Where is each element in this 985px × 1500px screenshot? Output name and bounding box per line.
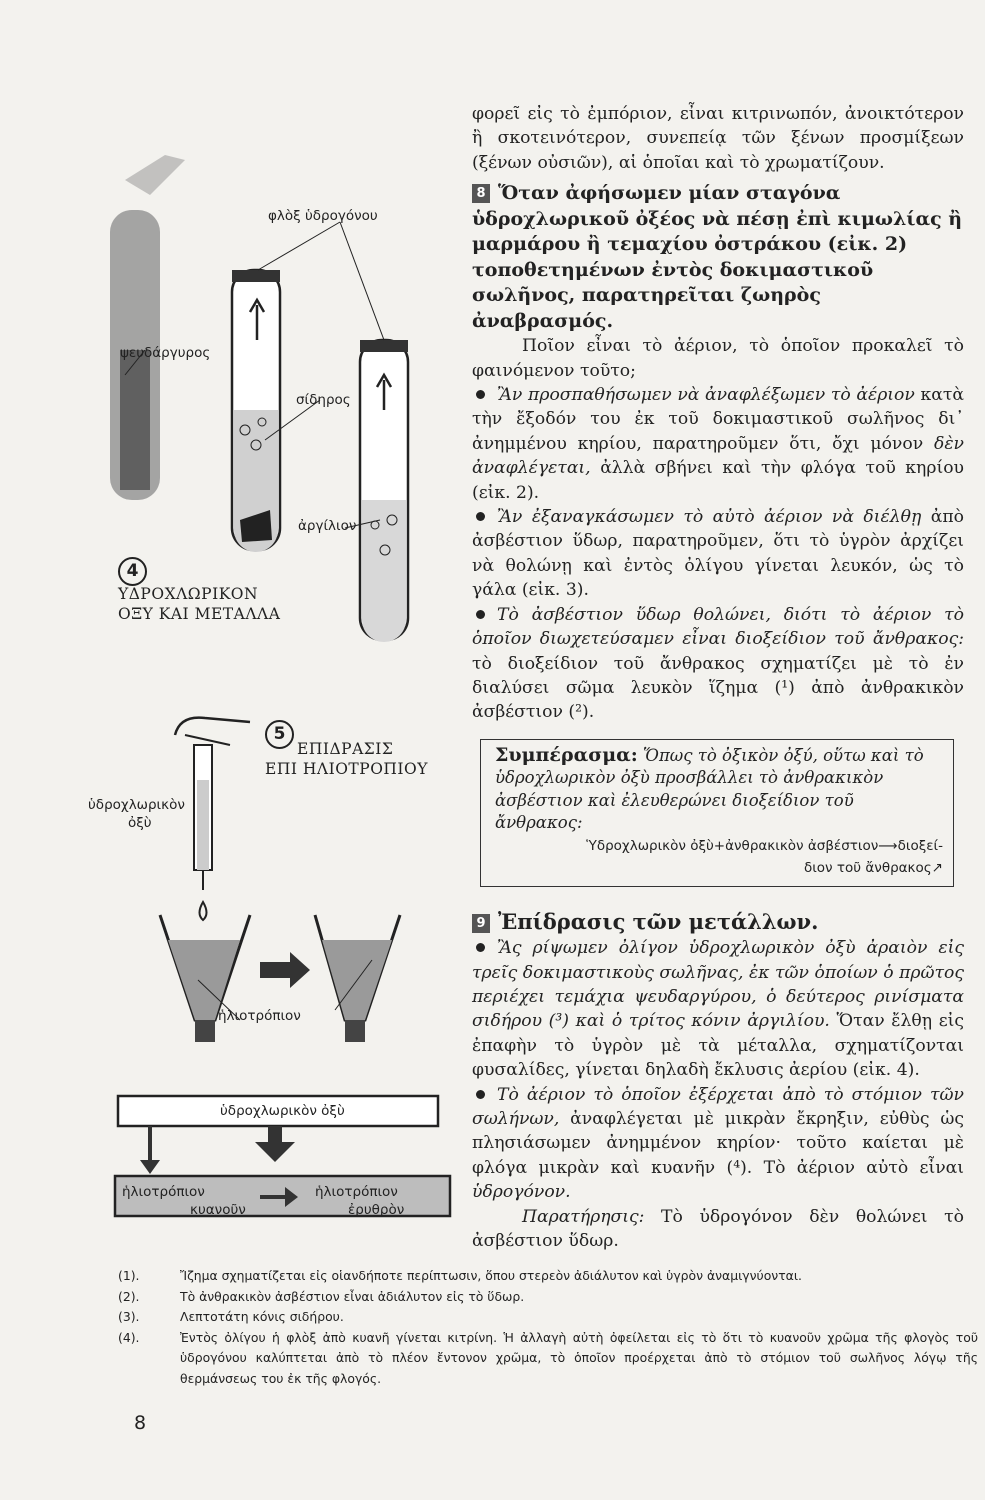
label-zinc: ψευδάργυρος (120, 345, 211, 361)
conclusion-lead: Συμπέρασμα: (495, 743, 638, 766)
section-8-heading: 8 Ὅταν ἀφήσωμεν μίαν σταγόνα ὑδροχλωρικοῦ ὀξέος νὰ πέσῃ ἐπὶ κιμωλίας ἢ μαρμάρου ἢ τεμαχίου ὀστράκου (εἰκ. 2) τοποθετημένων ἐντὸς δοκιμαστικοῦ σωλῆνος, παρατηρεῖται ζωηρὸς ἀναβρασμός. (472, 182, 963, 332)
box-left-2: κυανοῦν (190, 1202, 246, 1218)
question-paragraph: Ποῖον εἶναι τὸ ἀέριον, τὸ ὁποῖον προκαλεῖ τὸ φαινόμενον τοῦτο; (472, 336, 964, 381)
note-paragraph: Παρατήρησις: Τὸ ὑδρογόνον δὲν θολώνει τὸ ἀσβέστιον ὕδωρ. (472, 1206, 964, 1252)
figure-4-caption-2: ΟΞΥ ΚΑΙ ΜΕΤΑΛΛΑ (118, 605, 281, 623)
box-acid-label: ὑδροχλωρικὸν ὀξὺ (220, 1103, 345, 1119)
figure-5-number: 5 (265, 720, 294, 749)
bullet-icon (476, 610, 485, 619)
bullet-icon (476, 1090, 485, 1099)
main-text-column (472, 102, 964, 1254)
label-acid-1: ὑδροχλωρικὸν (88, 797, 185, 813)
box-right-2: ἐρυθρὸν (348, 1202, 405, 1218)
bullet-2: Ἂν ἐξαναγκάσωμεν τὸ αὐτὸ ἀέριον νὰ διέλθῃ ἀπὸ ἀσβέστιον ὕδωρ, παρατηροῦμεν, ὅτι τὸ ὑγρὸν ἀρχίζει νὰ θολώνῃ καὶ ἐντὸς ὀλίγου γίνεται λευκόν, ὡς τὸ γάλα (εἰκ. 3). (472, 507, 965, 601)
bullet-icon (476, 390, 485, 399)
equation-line-1: Ὑδροχλωρικὸν ὀξὺ+ἀνθρακικὸν ἀσβέστιον⟶διοξεί- (586, 837, 943, 854)
equation-line-2: διον τοῦ ἄνθρακος↗ (803, 860, 943, 877)
label-flame: φλὸξ ὑδρογόνου (268, 208, 378, 224)
footnote-3: (3). Λεπτοτάτη κόνις σιδήρου. (118, 1309, 344, 1324)
bullet-3: Τὸ ἀσβέστιον ὕδωρ θολώνει, διότι τὸ ἀέριον τὸ ὁποῖον διωχετεύσαμεν εἶναι διοξείδιον τοῦ ἄνθρακος: τὸ διοξείδιον τοῦ ἄνθρακος σχηματίζει μὲ τὸ ἐν διαλύσει σῶμα λευκὸν ἵζημα (¹) ἀπὸ ἀνθρακικὸν ἀσβέστιον (²). (472, 604, 964, 723)
bullet-1: Ἂν προσπαθήσωμεν νὰ ἀναφλέξωμεν τὸ ἀέριον κατὰ τὴν ἔξοδόν του ἐκ τοῦ δοκιμαστικοῦ σωλῆνος δι᾽ ἀνημμένου κηρίου, παρατηροῦμεν ὅτι, ὄχι μόνον δὲν ἀναφλέγεται, ἀλλὰ σβήνει καὶ τὴν φλόγα τοῦ κηρίου (εἰκ. 2). (472, 385, 965, 503)
figure-4-drawing (0, 100, 470, 660)
illustrations-column (0, 0, 470, 1240)
label-litmus: ἡλιοτρόπιον (218, 1008, 301, 1024)
section-8-number: 8 (472, 184, 490, 203)
bullet-5: Τὸ ἀέριον τὸ ὁποῖον ἐξέρχεται ἀπὸ τὸ στόμιον τῶν σωλήνων, ἀναφλέγεται μὲ μικρὰν ἔκρηξιν, εὐθὺς ὡς πλησιάσωμεν ἀνημμένον κηρίον· τοῦτο καίεται μὲ φλόγα μικρὰν καὶ κυανῆν (⁴). Τὸ ἀέριον αὐτὸ εἶναι ὑδρογόνον. (472, 1084, 964, 1203)
bullet-icon (476, 943, 485, 952)
label-argil: ἀργίλιον (298, 518, 357, 534)
intro-paragraph: φορεῖ εἰς τὸ ἐμπόριον, εἶναι κιτρινωπόν, ἀνοικτότερον ἢ σκοτεινότερον, συνεπείᾳ τῶν ξένων προσμίξεων (ξένων οὐσιῶν), αἱ ὁποῖαι καὶ τὸ χρωματίζουν. (472, 104, 964, 173)
conclusion-text: Ὅπως τὸ ὀξικὸν ὀξύ, οὕτω καὶ τὸ ὑδροχλωρικὸν ὀξὺ προσβάλλει τὸ ἀνθρακικὸν ἀσβέστιον καὶ ἐλευθερώνει διοξείδιον τοῦ ἄνθρακος: (495, 745, 924, 833)
box-left-1: ἡλιοτρόπιον (122, 1184, 205, 1200)
label-iron: σίδηρος (296, 392, 351, 408)
figure-5-caption-2: ΕΠΙ ΗΛΙΟΤΡΟΠΙΟΥ (265, 760, 428, 778)
box-right-1: ἡλιοτρόπιον (315, 1184, 398, 1200)
page-number: 8 (134, 1412, 147, 1434)
footnote-2: (2). Τὸ ἀνθρακικὸν ἀσβέστιον εἶναι ἀδιάλυτον εἰς τὸ ὕδωρ. (118, 1288, 525, 1304)
bullet-icon (476, 512, 485, 521)
figure-4-caption-1: ΥΔΡΟΧΛΩΡΙΚΟΝ (118, 585, 259, 603)
figure-4-number: 4 (118, 557, 147, 586)
footnotes (118, 1266, 978, 1389)
footnote-1: (1). Ἴζημα σχηματίζεται εἰς οἱανδήποτε περίπτωσιν, ὅπου στερεὸν ἀδιάλυτον καὶ ὑγρὸν ἀναμιγνύονται. (118, 1268, 802, 1283)
bullet-4: Ἂς ρίψωμεν ὀλίγον ὑδροχλωρικὸν ὀξὺ ἀραιὸν εἰς τρεῖς δοκιμαστικοὺς σωλῆνας, ἐκ τῶν ὁποίων ὁ πρῶτος περιέχει τεμάχια ψευδαργύρου, ὁ δεύτερος ρινίσματα σιδήρου (³) καὶ ὁ τρίτος κόνιν ἀργιλίου. Ὅταν ἔλθῃ εἰς ἐπαφὴν τὸ ὑγρὸν μὲ τὰ μέταλλα, σχηματίζονται φυσαλίδες, γίνεται δηλαδὴ ἔκλυσις ἀερίου (εἰκ. 4). (472, 938, 964, 1081)
figure-5-caption-1: ΕΠΙΔΡΑΣΙΣ (297, 740, 394, 758)
conclusion-box (480, 739, 954, 887)
section-9-heading: 9 Ἐπίδρασις τῶν μετάλλων. (472, 909, 964, 937)
label-acid-2: ὀξὺ (128, 815, 152, 831)
footnote-4: (4). Ἐντὸς ὀλίγου ἡ φλὸξ ἀπὸ κυανῆ γίνεται κιτρίνη. Ἡ ἀλλαγὴ αὐτὴ ὀφείλεται εἰς τὸ ὅτι τὸ κυανοῦν χρῶμα τῆς φλογὸς τοῦ ὑδρογόνου καλύπτεται ἀπὸ τὸ πλέον ἔντονον χρῶμα, τὸ ὁποῖον προέρχεται ἀπὸ τὸ στόμιον τοῦ σωλῆνος λόγῳ τῆς θερμάνσεως του ἐκ τῆς φλογός. (118, 1329, 978, 1386)
section-9-number: 9 (472, 914, 490, 933)
